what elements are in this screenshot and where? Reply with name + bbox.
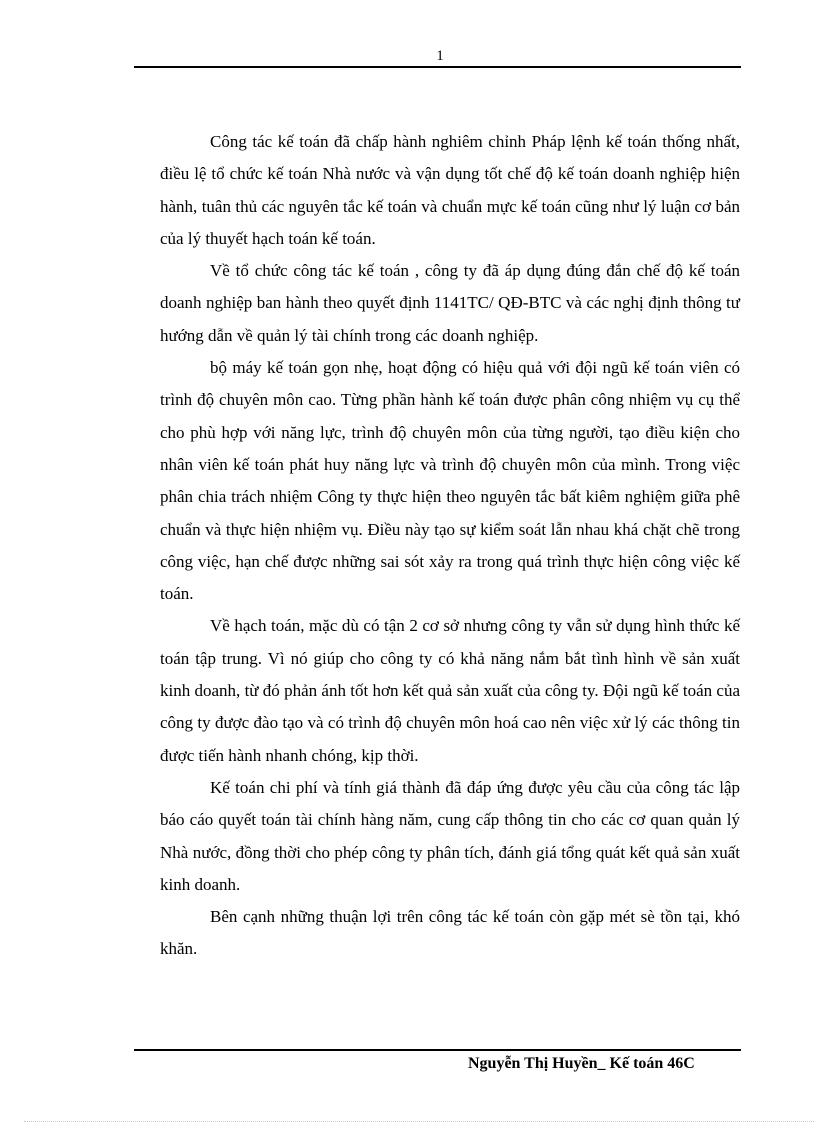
paragraph-2: Về tổ chức công tác kế toán , công ty đã áp dụng đúng đắn chế độ kế toán doanh nghiệp ban hành theo quyết định 1141TC/ QĐ-BTC và các nghị định thông tư hướng dẫn về quản lý tài chính trong các doanh nghiệp.	[160, 261, 740, 345]
paragraph-5: Kế toán chi phí và tính giá thành đã đáp ứng được yêu cầu của công tác lập báo cáo quyết toán tài chính hàng năm, cung cấp thông tin cho các cơ quan quản lý Nhà nước, đồng thời cho phép công ty phân tích, đánh giá tổng quát kết quả sản xuất kinh doanh.	[160, 777, 740, 894]
header-rule	[134, 66, 741, 68]
paragraph-6: Bên cạnh những thuận lợi trên công tác kế toán còn gặp mét sè tồn tại, khó khăn.	[160, 907, 740, 959]
document-body	[160, 126, 740, 966]
page-number: 1	[436, 48, 444, 64]
footer-rule	[134, 1049, 741, 1051]
footer-author-line: Nguyễn Thị Huyền_ Kế toán 46C	[468, 1055, 695, 1072]
paragraph-1: Công tác kế toán đã chấp hành nghiêm chỉnh Pháp lệnh kế toán thống nhất, điều lệ tổ chức kế toán Nhà nước và vận dụng tốt chế độ kế toán doanh nghiệp hiện hành, tuân thủ các nguyên tắc kế toán và chuẩn mực kế toán cũng như lý luận cơ bản của lý thuyết hạch toán kế toán.	[160, 132, 740, 248]
page-bottom-dotted-border	[24, 1121, 814, 1122]
paragraph-4: Về hạch toán, mặc dù có tận 2 cơ sở nhưng công ty vẫn sử dụng hình thức kế toán tập trung. Vì nó giúp cho công ty có khả năng nắm bắt tình hình về sản xuất kinh doanh, từ đó phản ánh tốt hơn kết quả sản xuất của công ty. Đội ngũ kế toán của công ty được đào tạo và có trình độ chuyên môn hoá cao nên việc xử lý các thông tin được tiến hành nhanh chóng, kịp thời.	[160, 616, 740, 765]
paragraph-3: bộ máy kế toán gọn nhẹ, hoạt động có hiệu quả với đội ngũ kế toán viên có trình độ chuyên môn cao. Từng phần hành kế toán được phân công nhiệm vụ cụ thể cho phù hợp với năng lực, trình độ chuyên môn của từng người, tạo điều kiện cho nhân viên kế toán phát huy năng lực và trình độ chuyên môn của mình. Trong việc phân chia trách nhiệm Công ty thực hiện theo nguyên tắc bất kiêm nghiệm giữa phê chuẩn và thực hiện nhiệm vụ. Điều này tạo sự kiểm soát lẫn nhau khá chặt chẽ trong công việc, hạn chế được những sai sót xảy ra trong quá trình thực hiện công việc kế toán.	[160, 358, 740, 604]
